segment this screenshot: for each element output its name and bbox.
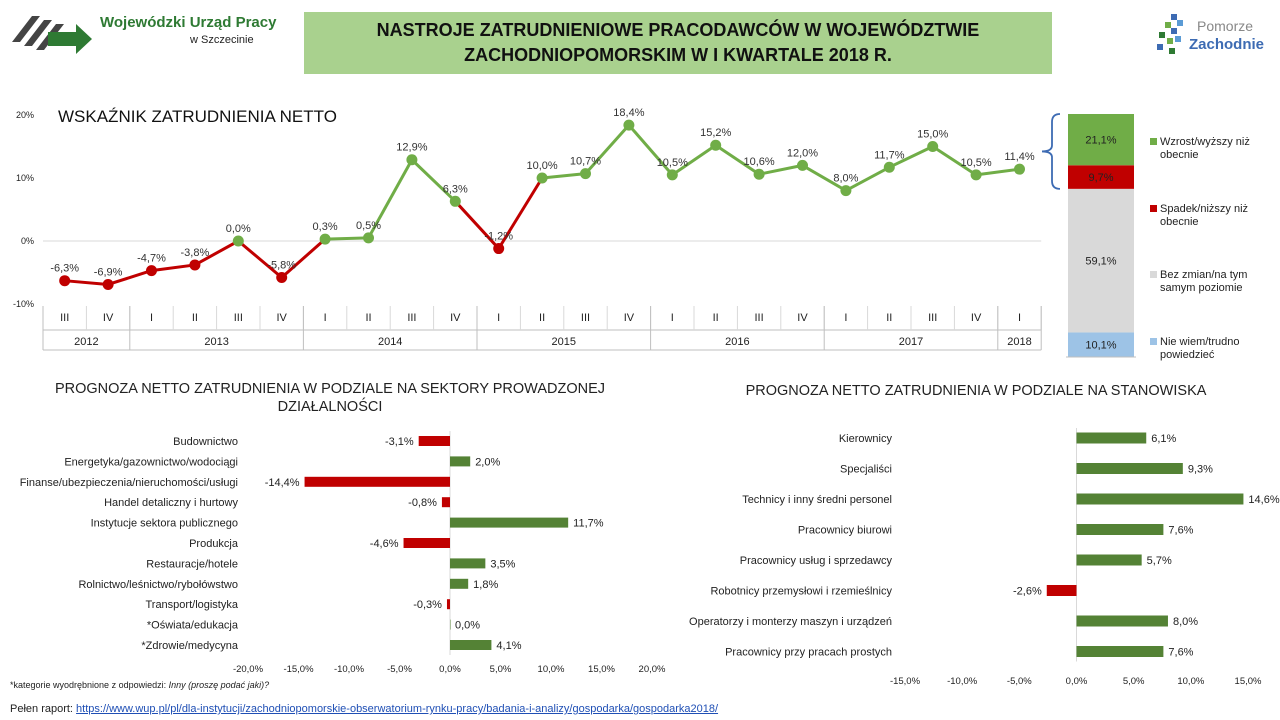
- category-label: Transport/logistyka: [145, 599, 238, 612]
- x-tick-label: -5,0%: [1006, 676, 1032, 687]
- bar: [450, 579, 468, 589]
- quarter-label: III: [754, 312, 764, 324]
- data-point: [59, 275, 70, 286]
- legend-label: Nie wiem/trudno powiedzieć: [1160, 336, 1240, 361]
- legend-label: Wzrost/wyższy niż obecnie: [1160, 136, 1250, 161]
- category-label: Budownictwo: [173, 436, 238, 448]
- x-tick-label: -15,0%: [889, 676, 921, 687]
- x-tick-label: -15,0%: [283, 664, 314, 675]
- quarter-label: IV: [797, 312, 808, 324]
- footnote-prefix: *kategorie wyodrębnione z odpowiedzi:: [10, 680, 169, 690]
- data-point: [927, 141, 938, 152]
- bar: [442, 497, 450, 507]
- title-banner: [304, 12, 1052, 74]
- x-tick-label: 5,0%: [1122, 676, 1145, 687]
- data-label: -0,8%: [408, 497, 437, 510]
- data-label: 11,7%: [874, 149, 905, 162]
- segment-label: 10,1%: [1085, 339, 1117, 352]
- quarter-label: IV: [623, 312, 635, 324]
- quarter-label: I: [1017, 312, 1022, 324]
- data-point: [797, 160, 808, 171]
- year-label: 2014: [377, 336, 403, 348]
- category-label: *Oświata/edukacja: [146, 619, 238, 632]
- data-label: 2,0%: [475, 456, 501, 469]
- data-label: 8,0%: [1172, 616, 1199, 628]
- data-label: 10,6%: [743, 156, 775, 169]
- data-label: -14,4%: [264, 476, 300, 489]
- y-tick-label: -10%: [12, 299, 34, 309]
- quarter-label: IV: [970, 312, 982, 324]
- segment-label: 59,1%: [1085, 255, 1117, 268]
- data-point: [623, 120, 634, 131]
- data-label: -6,3%: [50, 262, 80, 275]
- data-point: [1014, 164, 1025, 175]
- data-label: 1,8%: [473, 578, 499, 591]
- category-label: Finanse/ubezpieczenia/nieruchomości/usługi: [19, 476, 238, 489]
- data-label: 15,2%: [700, 127, 732, 140]
- data-point: [493, 243, 504, 254]
- quarter-label: III: [60, 312, 70, 324]
- region-logo-line2: Zachodnie: [1189, 36, 1265, 53]
- quarter-label: IV: [450, 312, 461, 324]
- data-label: 15,0%: [917, 128, 949, 141]
- data-point: [146, 265, 157, 276]
- year-label: 2015: [551, 336, 577, 348]
- bar: [404, 538, 450, 548]
- report-label: Pełen raport:: [10, 703, 73, 715]
- x-tick-label: 0,0%: [1065, 676, 1088, 687]
- data-label: 0,0%: [225, 223, 251, 235]
- region-logo-line1: Pomorze: [1197, 18, 1254, 34]
- data-point: [320, 234, 331, 245]
- data-point: [667, 169, 678, 180]
- data-label: -1,2%: [484, 230, 514, 243]
- data-label: 18,4%: [613, 107, 645, 120]
- quarter-label: III: [407, 312, 417, 324]
- year-label: 2016: [725, 336, 750, 348]
- data-label: 0,3%: [312, 221, 338, 234]
- category-label: Produkcja: [189, 538, 238, 550]
- chart-title: WSKAŹNIK ZATRUDNIENIA NETTO: [58, 107, 337, 126]
- category-label: Pracownicy biurowi: [797, 524, 892, 537]
- bar: [419, 436, 450, 446]
- series-line-segment: [65, 281, 108, 285]
- x-tick-label: 5,0%: [489, 664, 512, 675]
- quarter-label: IV: [102, 312, 114, 324]
- category-label: Pracownicy przy pracach prostych: [725, 646, 892, 659]
- data-label: 12,0%: [786, 147, 819, 160]
- data-label: 11,7%: [573, 517, 604, 530]
- x-tick-label: 15,0%: [588, 664, 615, 675]
- category-label: Instytucje sektora publicznego: [90, 517, 238, 530]
- year-label: 2013: [204, 336, 229, 348]
- category-label: Pracownicy usług i sprzedawcy: [739, 555, 892, 567]
- data-point: [233, 236, 244, 247]
- data-label: 4,1%: [496, 640, 522, 652]
- position-bar-chart: [670, 375, 1280, 690]
- data-label: 0,5%: [355, 219, 382, 232]
- data-label: 12,9%: [396, 141, 428, 154]
- brace: [1042, 114, 1060, 189]
- category-label: Restauracje/hotele: [146, 558, 238, 571]
- segment-label: 21,1%: [1085, 134, 1117, 147]
- data-label: -0,3%: [413, 599, 442, 612]
- bar: [1047, 585, 1077, 596]
- data-label: 8,0%: [833, 172, 859, 185]
- data-label: -2,6%: [1013, 585, 1042, 598]
- report-line: [10, 703, 718, 715]
- quarter-label: I: [323, 312, 327, 324]
- data-label: 7,6%: [1168, 524, 1194, 537]
- data-label: 10,7%: [569, 155, 602, 168]
- y-tick-label: 10%: [15, 173, 34, 183]
- series-line-segment: [325, 238, 368, 239]
- category-label: Rolnictwo/leśnictwo/rybołówstwo: [78, 578, 238, 591]
- data-label: 6,3%: [442, 183, 468, 196]
- category-label: Operatorzy i monterzy maszyn i urządzeń: [689, 616, 892, 628]
- legend-label: Bez zmian/na tym samym poziomie: [1160, 269, 1248, 294]
- x-tick-label: 10,0%: [1177, 676, 1205, 687]
- segment-label: 9,7%: [1088, 172, 1114, 185]
- category-label: Handel detaliczny i hurtowy: [104, 497, 238, 510]
- y-tick-label: 0%: [20, 236, 34, 246]
- footnote-italic: Inny (proszę podać jaki)?: [168, 680, 270, 690]
- data-label: 7,6%: [1168, 646, 1194, 659]
- quarter-label: I: [844, 312, 848, 324]
- data-label: 3,5%: [490, 558, 516, 571]
- bar: [1077, 433, 1147, 444]
- chart-title: DZIAŁALNOŚCI: [277, 399, 383, 415]
- data-label: -4,6%: [369, 538, 399, 550]
- page-title: NASTROJE ZATRUDNIENIOWE PRACODAWCÓW W WOJEWÓDZTWIE ZACHODNIOPOMORSKIM W I KWARTALE 2018 R.: [376, 20, 980, 65]
- chart-title: PROGNOZA NETTO ZATRUDNIENIA W PODZIALE NA STANOWISKA: [745, 383, 1207, 399]
- series-line-segment: [976, 169, 1019, 175]
- data-point: [580, 168, 591, 179]
- org-city: w Szczecinie: [190, 34, 254, 46]
- net-employment-line-chart: [0, 95, 1280, 365]
- data-point: [189, 259, 200, 270]
- series-line-segment: [152, 265, 195, 271]
- bar: [1077, 555, 1142, 566]
- category-label: Specjaliści: [840, 463, 892, 476]
- report-link[interactable]: https://www.wup.pl/pl/dla-instytucji/zachodniopomorskie-obserwatorium-rynku-pracy/badania-i-analizy/gospodarka/gospodarka2018/: [76, 703, 719, 715]
- bar: [450, 558, 485, 568]
- legend-swatch: [1150, 338, 1157, 345]
- org-name: Wojewódzki Urząd Pracy: [100, 14, 277, 31]
- data-label: -6,9%: [93, 266, 123, 279]
- chart-title: PROGNOZA NETTO ZATRUDNIENIA W PODZIALE NA SEKTORY PROWADZONEJ: [54, 381, 606, 397]
- data-point: [276, 272, 287, 283]
- data-point: [840, 185, 851, 196]
- series-line-segment: [542, 174, 585, 178]
- bar: [450, 518, 568, 528]
- data-label: 14,6%: [1248, 494, 1280, 506]
- quarter-label: II: [886, 312, 893, 324]
- quarter-label: II: [712, 312, 719, 324]
- quarter-label: II: [191, 312, 198, 324]
- year-label: 2012: [74, 336, 99, 348]
- bar: [450, 620, 451, 630]
- quarter-label: II: [539, 312, 546, 324]
- quarter-label: I: [149, 312, 154, 324]
- quarter-label: III: [580, 312, 591, 324]
- org-logo-icon: [10, 10, 100, 55]
- footnote: [10, 680, 269, 690]
- data-point: [406, 154, 417, 165]
- x-tick-label: -20,0%: [232, 664, 264, 675]
- data-label: 5,7%: [1146, 555, 1172, 567]
- data-label: 6,1%: [1151, 433, 1177, 445]
- y-tick-label: 20%: [15, 110, 34, 120]
- data-point: [710, 140, 721, 151]
- data-label: -3,8%: [180, 246, 210, 259]
- bar: [1077, 524, 1164, 535]
- x-tick-label: -10,0%: [333, 664, 365, 675]
- series-line-segment: [282, 239, 325, 277]
- data-point: [537, 173, 548, 184]
- bar: [1077, 463, 1183, 474]
- x-tick-label: 0,0%: [439, 664, 461, 675]
- quarter-label: I: [497, 312, 501, 324]
- data-point: [450, 196, 461, 207]
- data-label: -3,1%: [384, 436, 414, 448]
- data-label: 10,0%: [526, 160, 558, 172]
- quarter-label: II: [365, 312, 372, 324]
- region-logo: [1153, 10, 1263, 60]
- data-label: 10,5%: [656, 156, 688, 169]
- bar: [1077, 646, 1164, 657]
- quarter-label: III: [233, 312, 243, 324]
- data-label: 9,3%: [1187, 463, 1213, 476]
- data-point: [971, 169, 982, 180]
- x-tick-label: 15,0%: [1234, 676, 1262, 687]
- x-tick-label: 10,0%: [537, 664, 565, 675]
- year-label: 2018: [1007, 336, 1032, 348]
- x-tick-label: 20,0%: [638, 664, 666, 675]
- org-logo: [10, 10, 277, 55]
- data-point: [103, 279, 114, 290]
- bar: [1077, 494, 1244, 505]
- legend-swatch: [1150, 205, 1157, 212]
- legend-label: Spadek/niższy niż obecnie: [1160, 203, 1249, 228]
- category-label: Robotnicy przemysłowi i rzemieślnicy: [710, 585, 892, 598]
- legend-swatch: [1150, 138, 1157, 145]
- category-label: Technicy i inny średni personel: [742, 494, 892, 506]
- bar: [450, 456, 470, 466]
- quarter-label: I: [670, 312, 674, 324]
- bar: [305, 477, 450, 487]
- bar: [1077, 616, 1168, 627]
- data-label: 0,0%: [455, 619, 481, 632]
- x-tick-label: -5,0%: [387, 664, 412, 675]
- legend-swatch: [1150, 271, 1157, 278]
- data-label: 11,4%: [1004, 151, 1035, 164]
- data-point: [363, 232, 374, 243]
- quarter-label: III: [928, 312, 938, 324]
- data-point: [754, 169, 765, 180]
- category-label: Kierownicy: [838, 433, 892, 445]
- x-tick-label: -10,0%: [947, 676, 978, 687]
- category-label: Energetyka/gazownictwo/wodociągi: [64, 456, 238, 469]
- year-label: 2017: [898, 336, 924, 348]
- region-logo-icon: [1153, 10, 1193, 60]
- data-label: -5,8%: [267, 259, 297, 272]
- bar: [450, 640, 491, 650]
- bar: [447, 599, 450, 609]
- quarter-label: IV: [276, 312, 287, 324]
- data-point: [884, 162, 895, 173]
- data-label: -4,7%: [137, 252, 166, 265]
- sector-bar-chart: [0, 375, 670, 680]
- data-label: 10,5%: [960, 156, 992, 169]
- category-label: *Zdrowie/medycyna: [141, 640, 238, 652]
